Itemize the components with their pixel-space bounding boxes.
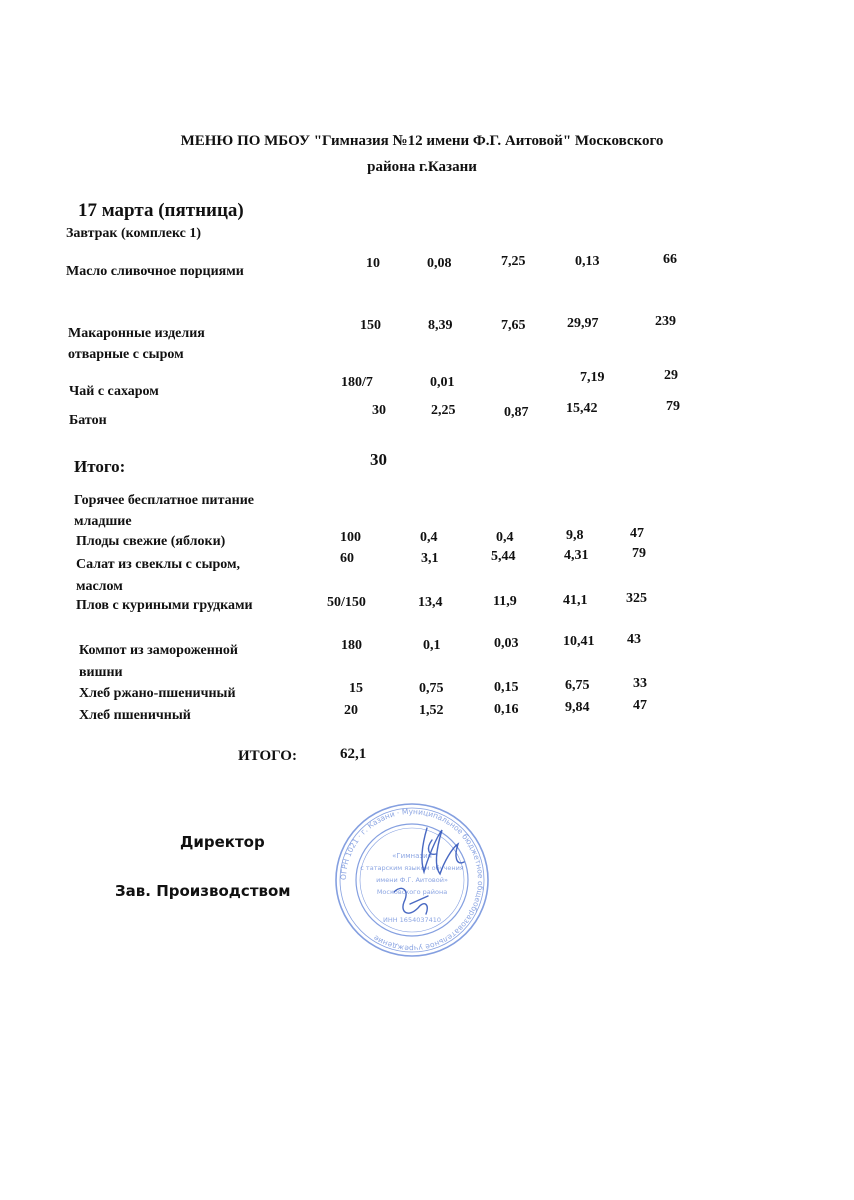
dish-carbs: 9,8 [566,528,584,543]
stamp-line-4: Московского района [376,888,448,896]
breakfast-heading: Завтрак (комплекс 1) [66,226,202,241]
dish-fat: 7,65 [501,318,526,333]
dish-protein: 3,1 [421,551,439,566]
dish-fat: 0,87 [504,405,529,420]
dish-protein: 13,4 [418,595,443,610]
dish-name-cont: отварные с сыром [68,347,184,362]
dish-weight: 10 [366,256,380,271]
hot-meal-heading: Горячее бесплатное питание [74,493,255,508]
dish-weight: 30 [372,403,386,418]
dish-kcal: 79 [666,399,680,414]
dish-kcal: 79 [632,546,646,561]
menu-date: 17 марта (пятница) [78,200,244,221]
dish-protein: 0,01 [430,375,455,390]
dish-name: Хлеб ржано-пшеничный [79,686,236,701]
stamp-line-2: с татарским языком обучения [360,864,464,872]
breakfast-total-label: Итого: [74,457,126,476]
dish-protein: 0,4 [420,530,438,545]
dish-weight: 20 [344,703,358,718]
dish-fat: 0,15 [494,680,519,695]
dish-kcal: 47 [630,526,644,541]
dish-name: Компот из замороженной [79,643,238,658]
dish-protein: 1,52 [419,703,444,718]
dish-fat: 11,9 [493,594,517,609]
dish-carbs: 6,75 [565,678,590,693]
dish-weight: 180/7 [341,375,373,390]
dish-name: Масло сливочное порциями [66,264,244,279]
stamp-line-3: имени Ф.Г. Аитовой» [376,876,448,884]
stamp-line-1: «Гимназия [392,852,432,860]
dish-protein: 2,25 [431,403,456,418]
dish-name-cont: вишни [79,665,123,680]
dish-weight: 50/150 [327,595,366,610]
dish-name: Чай с сахаром [69,384,159,399]
dish-weight: 180 [341,638,362,653]
breakfast-total-value: 30 [370,450,387,469]
dish-kcal: 239 [655,314,676,329]
dish-carbs: 4,31 [564,548,589,563]
dish-name-cont: маслом [76,579,123,594]
dish-fat: 0,16 [494,702,519,717]
dish-name: Хлеб пшеничный [79,708,191,723]
dish-carbs: 7,19 [580,370,605,385]
dish-name: Батон [69,413,107,428]
dish-kcal: 66 [663,252,677,267]
director-label: Директор [180,833,265,851]
dish-weight: 150 [360,318,381,333]
dish-fat: 0,4 [496,530,514,545]
dish-name: Плоды свежие (яблоки) [76,534,226,549]
dish-kcal: 43 [627,632,641,647]
dish-carbs: 29,97 [567,316,599,331]
dish-protein: 0,08 [427,256,452,271]
dish-name: Салат из свеклы с сыром, [76,557,241,572]
dish-carbs: 15,42 [566,401,598,416]
dish-kcal: 33 [633,676,647,691]
hot-meal-total-value: 62,1 [340,746,367,762]
dish-name: Макаронные изделия [68,326,205,341]
dish-protein: 0,1 [423,638,441,653]
dish-weight: 15 [349,681,363,696]
dish-name: Плов с куриными грудками [76,598,253,613]
dish-fat: 7,25 [501,254,526,269]
dish-carbs: 9,84 [565,700,590,715]
page-title: МЕНЮ ПО МБОУ "Гимназия №12 имени Ф.Г. Аитовой" Московского [180,133,664,149]
stamp-inn: ИНН 1654037410 [382,916,442,924]
production-label: Зав. Производством [115,882,291,900]
dish-weight: 100 [340,530,361,545]
official-stamp [332,800,492,960]
dish-protein: 0,75 [419,681,444,696]
dish-fat: 0,03 [494,636,519,651]
dish-kcal: 47 [633,698,647,713]
dish-fat: 5,44 [491,549,516,564]
hot-meal-heading-cont: младшие [74,514,132,529]
stamp-outer-text: ОГРН 1021 · г. Казани · Муниципальное бюджетное общеобразовательное учреждение [338,806,486,954]
dish-carbs: 0,13 [575,254,600,269]
dish-weight: 60 [340,551,354,566]
dish-carbs: 41,1 [563,593,588,608]
dish-carbs: 10,41 [563,634,595,649]
hot-meal-total-label: ИТОГО: [238,748,297,764]
page-subtitle: района г.Казани [367,159,477,175]
dish-kcal: 29 [664,368,678,383]
dish-kcal: 325 [626,591,647,606]
dish-protein: 8,39 [428,318,453,333]
